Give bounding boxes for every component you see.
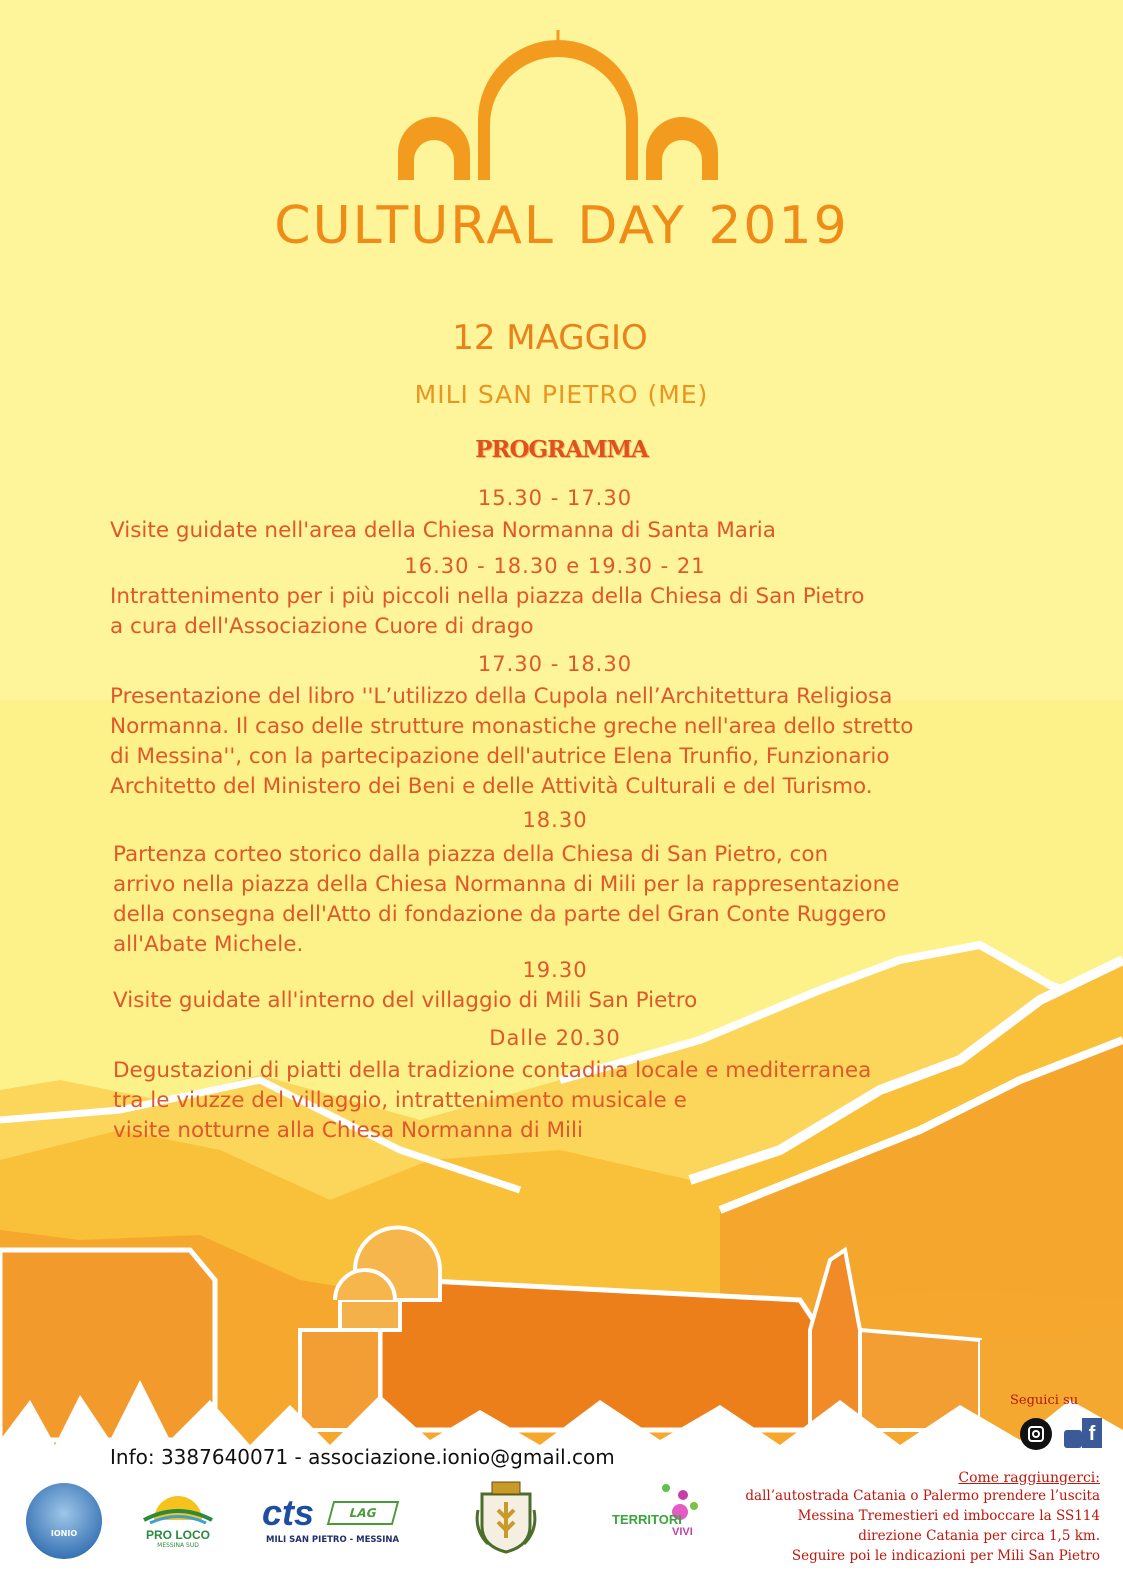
programme-desc: Presentazione del libro ''L’utilizzo della Cupola nell’Architettura Religiosa Normanna. Il caso delle strutture monastiche greche nell'area dello stretto di Messina'', con la partecipazione dell'autrice Elena Trunfio, Funzionario Architetto del Ministero dei Beni e delle Attività Culturali e del Turismo.	[110, 684, 914, 799]
programme-time: Dalle 20.30	[489, 1026, 621, 1050]
event-title: CULTURAL DAY 2019	[274, 196, 849, 256]
programme-desc: Intrattenimento per i più piccoli nella piazza della Chiesa di San Pietro a cura dell'Associazione Cuore di drago	[110, 584, 865, 639]
programme-time: 15.30 - 17.30	[477, 486, 633, 510]
programme-time: 16.30 - 18.30 e 19.30 - 21	[404, 554, 706, 578]
facebook-like-icon[interactable]: f	[1064, 1418, 1102, 1450]
instagram-icon[interactable]	[1020, 1418, 1052, 1450]
how-to-reach-text: dall’autostrada Catania o Palermo prendere l’uscita Messina Tremestieri ed imboccare la SS114 direzione Catania per circa 1,5 km. Seguire poi le indicazioni per Mili San Pietro	[745, 1488, 1100, 1564]
programme-time: 18.30	[522, 808, 588, 832]
territori-vivi-logo: TERRITORI VIVI	[612, 1482, 712, 1548]
municipal-crest-icon	[474, 1480, 538, 1554]
contact-info: Info: 3387640071 - associazione.ionio@gmail.com	[110, 1445, 615, 1469]
programme-desc: Visite guidate nell'area della Chiesa Normanna di Santa Maria	[110, 518, 776, 543]
programme-desc: Partenza corteo storico dalla piazza della Chiesa di San Pietro, con arrivo nella piazza della Chiesa Normanna di Mili per la rappresentazione della consegna dell'Atto di fondazione da parte del Gran Conte Ruggero all'Abate Michele.	[113, 842, 900, 957]
pro-loco-logo: PRO LOCO MESSINA SUD	[140, 1490, 216, 1550]
programme-time: 17.30 - 18.30	[477, 652, 633, 676]
follow-us-label: Seguici su	[1010, 1393, 1079, 1408]
associazione-ionio-logo: IONIO	[26, 1483, 102, 1559]
dome-skyline-icon	[398, 30, 718, 185]
event-date: 12 MAGGIO	[452, 318, 648, 358]
programme-desc: Degustazioni di piatti della tradizione contadina locale e mediterranea tra le viuzze del villaggio, intrattenimento musicale e visite notturne alla Chiesa Normanna di Mili	[113, 1058, 872, 1143]
how-to-reach-title: Come raggiungerci:	[958, 1470, 1100, 1486]
programme-desc: Visite guidate all'interno del villaggio di Mili San Pietro	[113, 988, 698, 1013]
cts-lag-logo: cts LAG MILI SAN PIETRO - MESSINA	[262, 1492, 400, 1545]
programme-time: 19.30	[522, 958, 588, 982]
event-place: MILI SAN PIETRO (ME)	[414, 380, 709, 409]
programme-heading: PROGRAMMA	[475, 436, 648, 463]
